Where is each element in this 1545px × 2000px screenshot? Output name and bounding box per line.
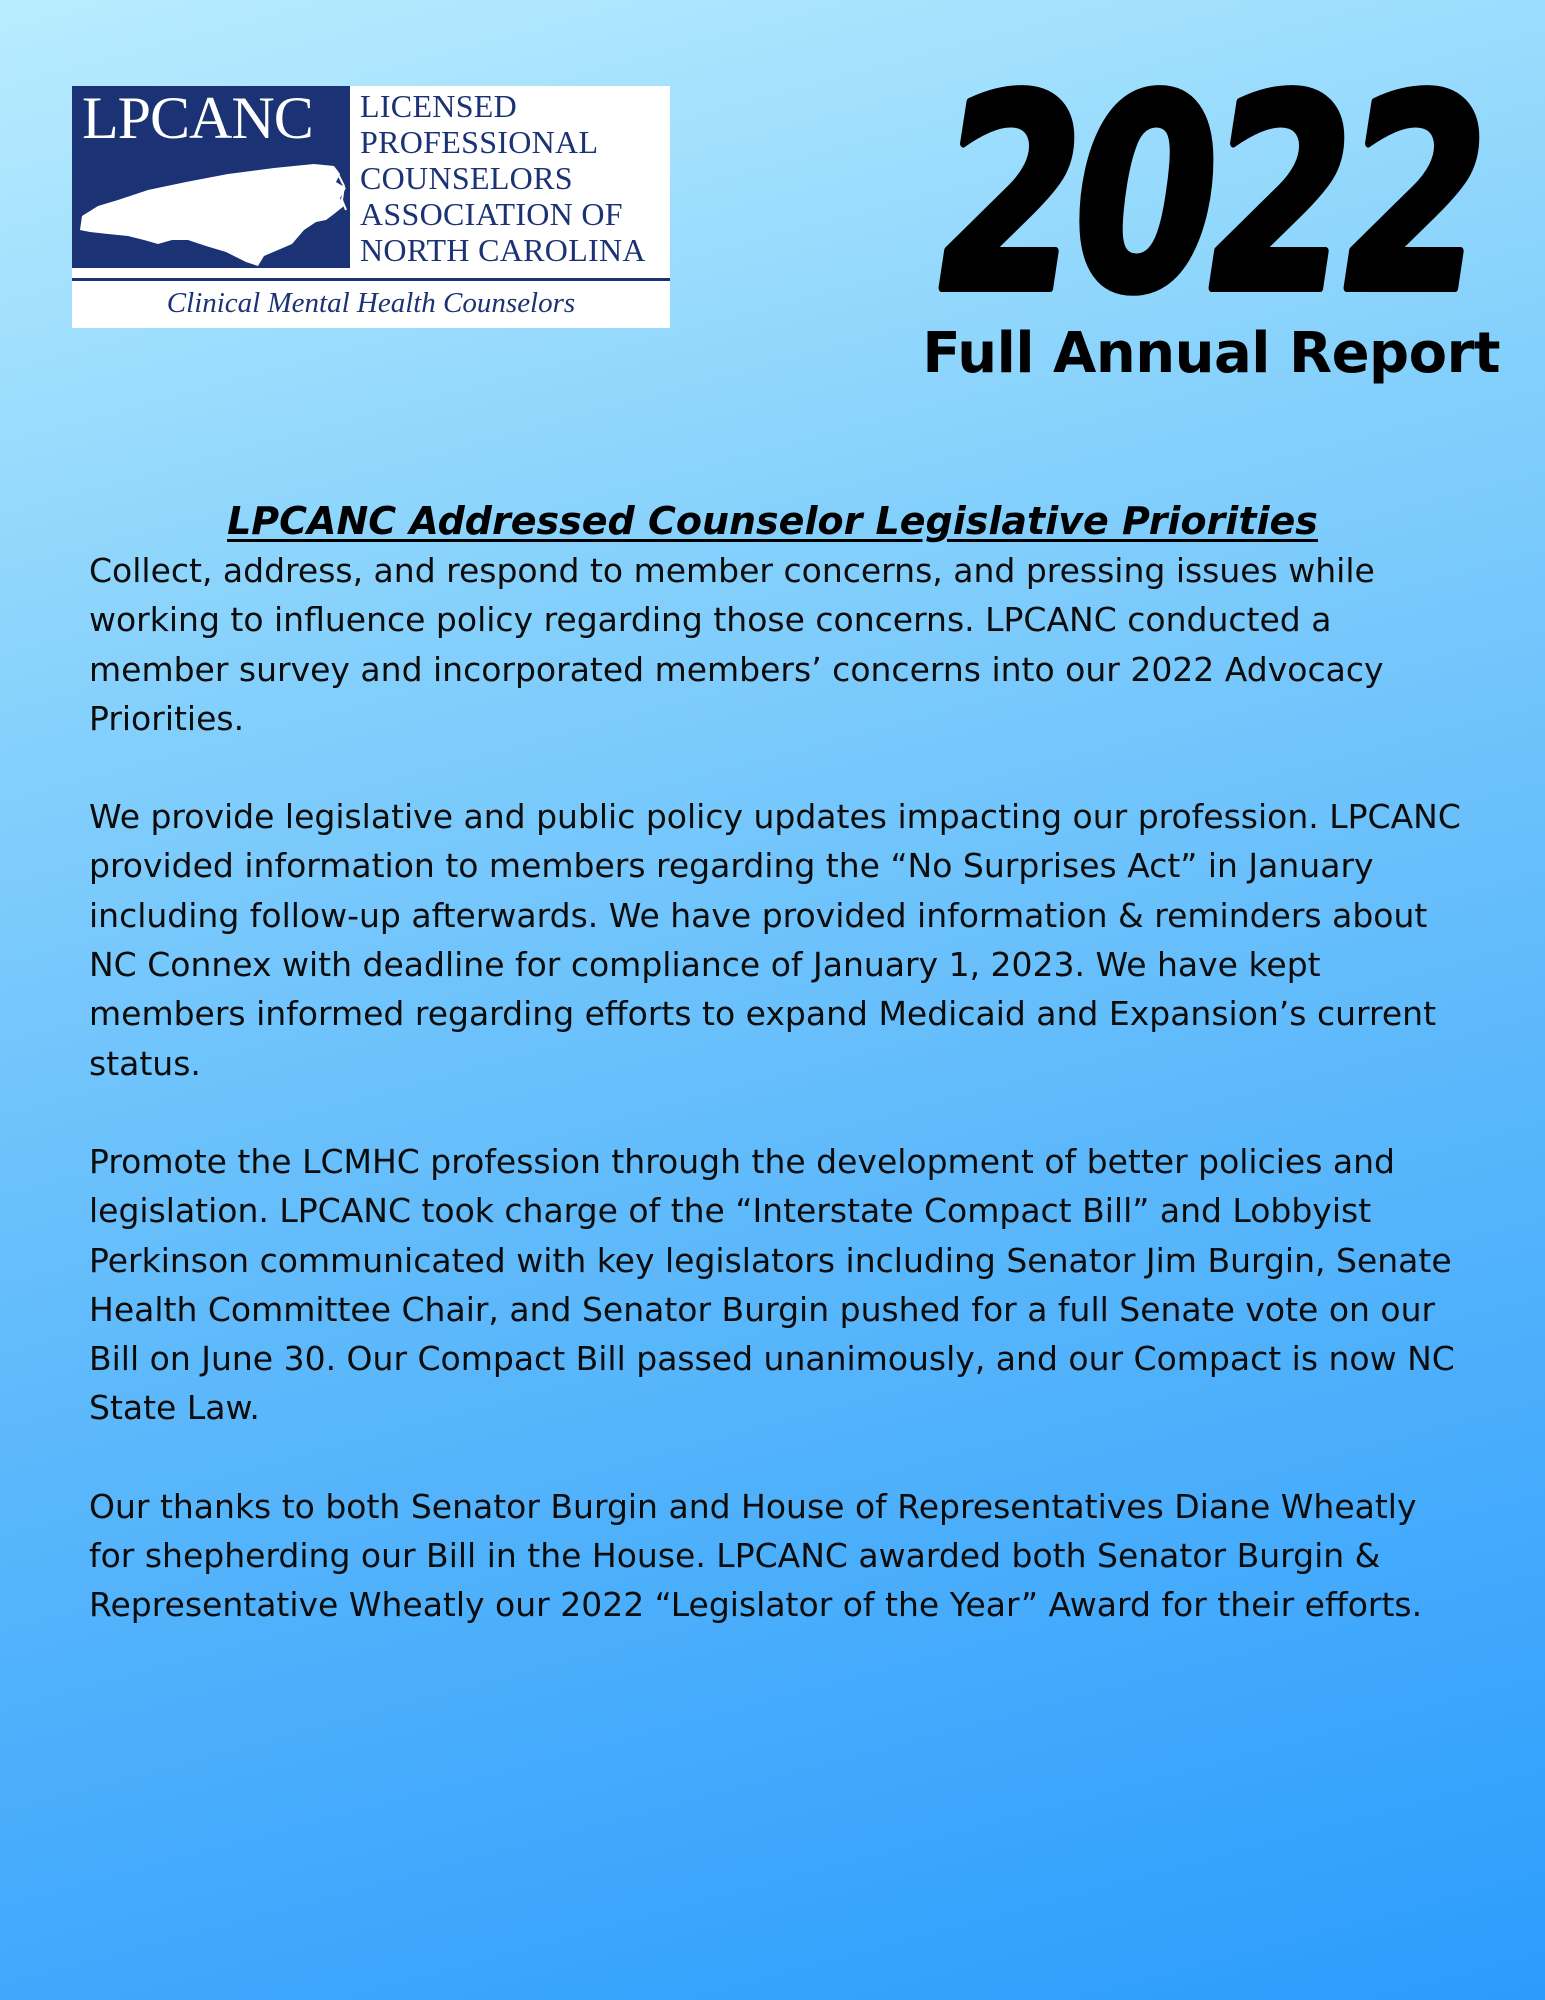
logo-block — [72, 86, 350, 268]
logo-name-line: COUNSELORS — [360, 160, 573, 196]
section-heading: LPCANC Addressed Counselor Legislative Priorities — [227, 499, 1318, 543]
logo-name-line: PROFESSIONAL — [360, 124, 599, 160]
year-text: 2022 — [940, 46, 1480, 316]
section-body — [89, 546, 1469, 1679]
body-paragraph: Collect, address, and respond to member concerns, and pressing issues while working to influence policy regarding those concerns. LPCANC conducted a member survey and incorporated members’ concerns into our 2022 Advocacy Priorities. — [89, 551, 1384, 738]
logo-divider — [72, 278, 670, 281]
logo-name-line: ASSOCIATION OF — [360, 196, 623, 232]
logo-acronym: LPCANC — [82, 85, 313, 151]
logo-top — [72, 86, 670, 268]
body-paragraph: We provide legislative and public policy updates impacting our profession. LPCANC provided information to members regarding the “No Surprises Act” in January including follow-up afterwards. We have provided information & reminders about NC Connex with deadline for compliance of January 1, 2023. We have kept members informed regarding efforts to expand Medicaid and Expansion’s current status. — [89, 797, 1461, 1083]
body-paragraph: Promote the LCMHC profession through the development of better policies and legislation. LPCANC took charge of the “Interstate Compact Bill” and Lobbyist Perkinson communicated with key legislators including Senator Jim Burgin, Senate Health Committee Chair, and Senator Burgin pushed for a full Senate vote on our Bill on June 30. Our Compact Bill passed unanimously, and our Compact is now NC State Law. — [89, 1141, 1455, 1428]
logo-tagline: Clinical Mental Health Counselors — [166, 287, 576, 319]
logo-name-line: LICENSED — [360, 88, 518, 124]
year-heading — [930, 46, 1490, 316]
north-carolina-map-icon — [78, 160, 348, 268]
association-logo — [72, 86, 670, 328]
body-paragraph: Our thanks to both Senator Burgin and House of Representatives Diane Wheatly for shepherding our Bill in the House. LPCANC awarded both Senator Burgin & Representative Wheatly our 2022 “Legislator of the Year” Award for their efforts. — [89, 1486, 1423, 1625]
report-title: Full Annual Report — [922, 321, 1500, 386]
logo-organization-name — [360, 88, 670, 268]
logo-name-line: NORTH CAROLINA — [360, 232, 646, 268]
